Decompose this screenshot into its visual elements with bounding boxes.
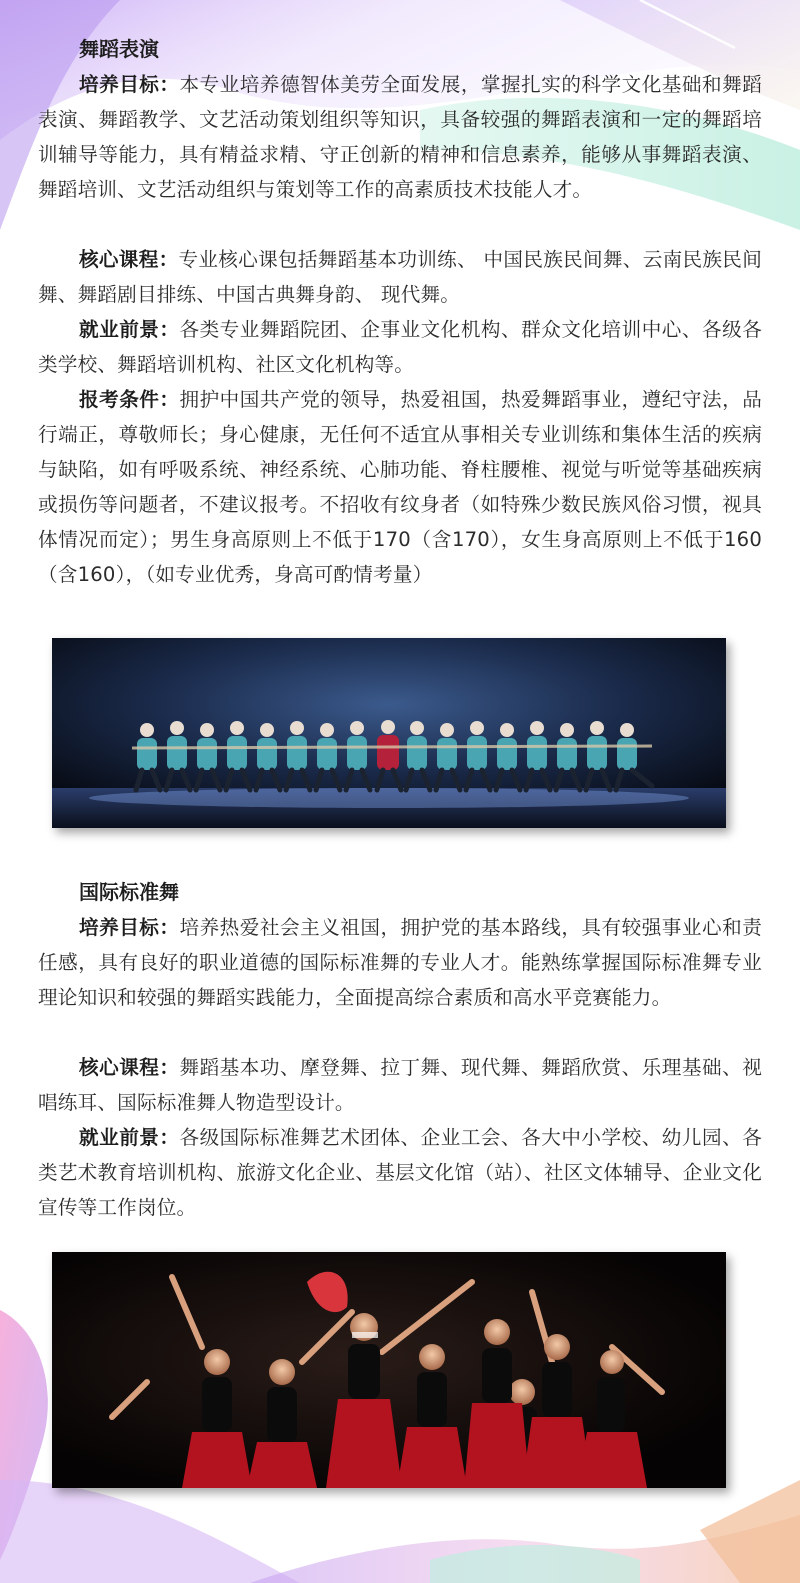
- text-employment-2: 各级国际标准舞艺术团体、企业工会、各大中小学校、幼儿园、各类艺术教育培训机构、旅游文化企业、基层文化馆（站）、社区文体辅导、企业文化宣传等工作岗位。: [38, 1126, 762, 1219]
- text-core-courses-2: 舞蹈基本功、摩登舞、拉丁舞、现代舞、舞蹈欣赏、乐理基础、视唱练耳、国际标准舞人物造型设计。: [38, 1056, 762, 1114]
- paragraph-core-courses-2: [38, 1050, 762, 1120]
- label-core-courses-2: 核心课程：: [79, 1056, 180, 1079]
- text-training-goal: 本专业培养德智体美劳全面发展，掌握扎实的科学文化基础和舞蹈表演、舞蹈教学、文艺活动策划组织等知识，具备较强的舞蹈表演和一定的舞蹈培训辅导等能力，具有精益求精、守正创新的精神和信息素养，能够从事舞蹈表演、舞蹈培训、文艺活动组织与策划等工作的高素质技术技能人才。: [38, 73, 762, 201]
- photo-standard-dance-performance: [52, 1252, 726, 1488]
- paragraph-employment: [38, 312, 762, 382]
- paragraph-training-goal: [38, 67, 762, 207]
- text-core-courses: 专业核心课包括舞蹈基本功训练、 中国民族民间舞、云南民族民间舞、舞蹈剧目排练、中国古典舞身韵、 现代舞。: [38, 248, 762, 306]
- photo-folk-dance-performance: [52, 638, 726, 828]
- section-title-dance-performance: 舞蹈表演: [79, 37, 159, 61]
- text-employment: 各类专业舞蹈院团、企事业文化机构、群众文化培训中心、各级各类学校、舞蹈培训机构、社区文化机构等。: [38, 318, 762, 376]
- label-employment-2: 就业前景：: [79, 1126, 180, 1149]
- paragraph-requirements: [38, 382, 762, 592]
- label-employment: 就业前景：: [79, 318, 180, 341]
- label-requirements: 报考条件：: [79, 388, 180, 411]
- text-requirements: 拥护中国共产党的领导，热爱祖国，热爱舞蹈事业，遵纪守法，品行端正，尊敬师长；身心健康，无任何不适宜从事相关专业训练和集体生活的疾病与缺陷，如有呼吸系统、神经系统、心肺功能、脊柱腰椎、视觉与听觉等基础疾病或损伤等问题者，不建议报考。不招收有纹身者（如特殊少数民族风俗习惯，视具体情况而定）；男生身高原则上不低于170（含170），女生身高原则上不低于160（含160），（如专业优秀，身高可酌情考量）: [38, 388, 762, 586]
- paragraph-training-goal-2: [38, 910, 762, 1015]
- label-core-courses: 核心课程：: [79, 248, 179, 271]
- text-training-goal-2: 培养热爱社会主义祖国，拥护党的基本路线，具有较强事业心和责任感，具有良好的职业道德的国际标准舞的专业人才。能熟练掌握国际标准舞专业理论知识和较强的舞蹈实践能力，全面提高综合素质和高水平竞赛能力。: [38, 916, 762, 1009]
- label-training-goal-2: 培养目标：: [79, 916, 180, 939]
- paragraph-employment-2: [38, 1120, 762, 1225]
- section-title-international-standard-dance: 国际标准舞: [79, 880, 179, 904]
- paragraph-core-courses: [38, 242, 762, 312]
- label-training-goal: 培养目标：: [79, 73, 180, 96]
